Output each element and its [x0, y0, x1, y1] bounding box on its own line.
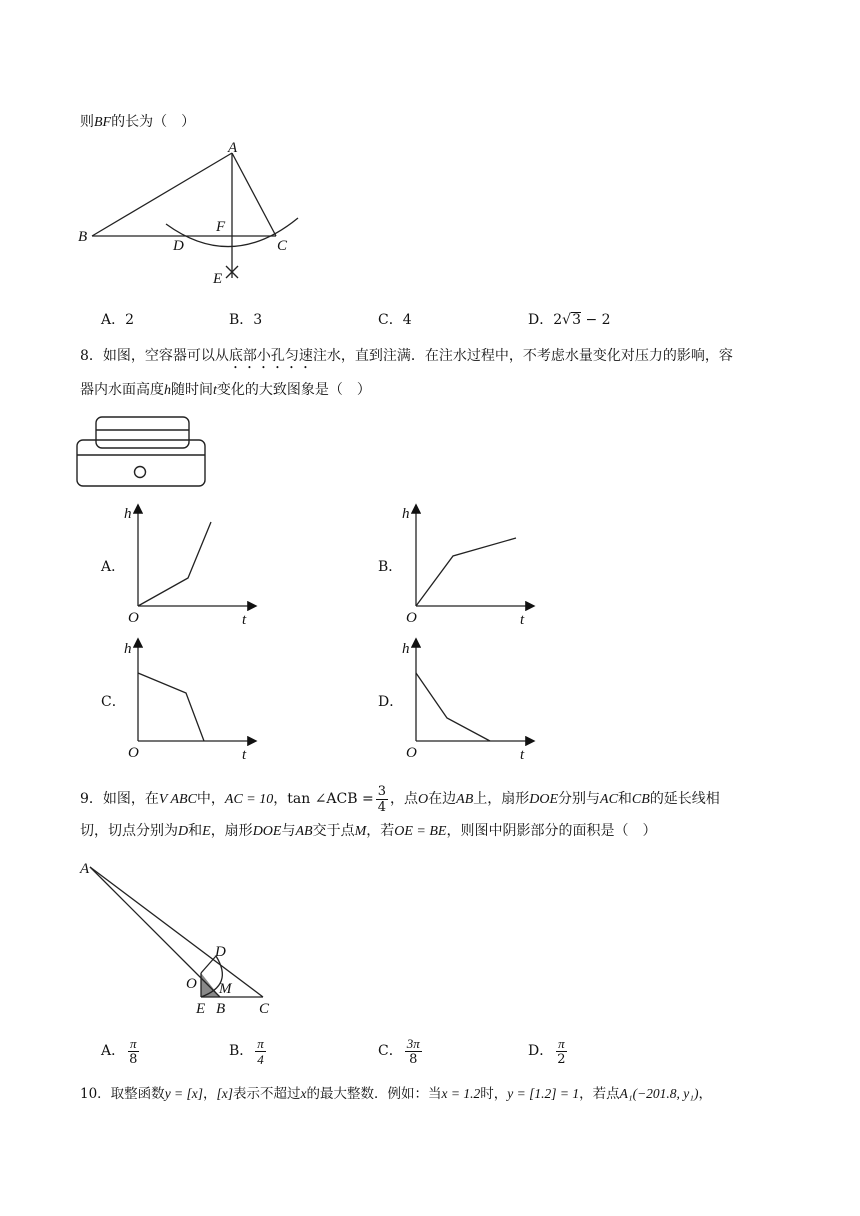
q9-stem-line2: 切，切点分别为D和E，扇形DOE与AB交于点M，若OE = BE，则图中阴影部分的面积是（ ）	[80, 823, 657, 839]
svg-text:t: t	[242, 747, 247, 763]
q8-stem-line2: 器内水面高度h随时间t变化的大致图象是（ ）	[80, 382, 371, 398]
svg-text:t: t	[242, 612, 247, 628]
q8-emphasis-text: 底部小孔匀速	[228, 348, 313, 364]
q8-option-d[interactable]: D．	[378, 694, 404, 710]
line-ac	[90, 867, 263, 997]
q7-stem-text: 则	[80, 114, 94, 130]
q8-graph-b	[398, 500, 548, 630]
q9-option-c[interactable]: C． $\frac{3\pi}{8}$	[378, 1035, 420, 1067]
q7-option-a[interactable]: A．2	[101, 312, 135, 328]
line-ab	[92, 153, 232, 236]
graph-d-curve	[416, 673, 490, 741]
label-a: A	[228, 140, 238, 156]
svg-text:h: h	[402, 506, 410, 522]
q8-option-c[interactable]: C．	[101, 694, 126, 710]
svg-text:E: E	[196, 1001, 206, 1017]
q9-geometry-figure	[74, 855, 284, 1020]
q9-option-a[interactable]: A． $\frac{\pi}{8}$	[101, 1035, 138, 1067]
svg-text:h: h	[124, 506, 132, 522]
svg-text:D: D	[215, 944, 226, 960]
container-top-part	[96, 417, 189, 448]
svg-text:O: O	[128, 745, 139, 761]
svg-text:A: A	[80, 861, 90, 877]
q9-option-d[interactable]: D． $\frac{\pi}{2}$	[528, 1035, 566, 1067]
graph-b-curve	[416, 538, 516, 606]
svg-text:t: t	[520, 612, 525, 628]
q7-stem-var: BF	[94, 115, 112, 130]
svg-text:h: h	[124, 641, 132, 657]
radius-od	[201, 956, 216, 973]
q7-option-d[interactable]: D．2√3 − 2	[528, 312, 611, 328]
svg-text:t: t	[520, 747, 525, 763]
line-ac	[232, 153, 276, 236]
q8-stem-line1: 8．如图，空容器可以从底部小孔匀速注水，直到注满．在注水过程中，不考虑水量变化对压力的影响，容	[80, 348, 733, 364]
q7-stem	[80, 112, 195, 133]
q9-tan-fraction: $\frac{3}{4}$	[377, 783, 387, 815]
svg-text:M: M	[219, 981, 232, 997]
q8-graph-c	[120, 634, 270, 764]
label-e: E	[213, 271, 223, 287]
q8-option-b[interactable]: B．	[378, 559, 403, 575]
container-hole	[135, 467, 146, 478]
svg-text:O: O	[186, 976, 197, 992]
q9-option-b[interactable]: B． $\frac{\pi}{4}$	[229, 1035, 264, 1067]
svg-text:h: h	[402, 641, 410, 657]
graph-a-curve	[138, 522, 211, 606]
q9-stem-line1: 9．如图，在V ABC中，AC = 10，tan ∠ACB = $\frac{3}{4}$ ，点O在边AB上，扇形DOE分别与AC和CB的延长线相	[80, 783, 720, 815]
svg-text:O: O	[406, 745, 417, 761]
label-c: C	[277, 238, 288, 254]
q7-geometry-figure	[70, 135, 320, 290]
q8-graph-d	[398, 634, 548, 764]
q8-container-figure	[74, 412, 210, 490]
svg-text:O: O	[406, 610, 417, 626]
graph-c-curve	[138, 673, 204, 741]
svg-text:B: B	[216, 1001, 226, 1017]
label-b: B	[78, 229, 88, 245]
svg-text:O: O	[128, 610, 139, 626]
svg-text:C: C	[259, 1001, 270, 1017]
q10-stem: 10．取整函数y = [x]，[x]表示不超过x的最大整数．例如：当x = 1.2时，y = [1.2] = 1，若点A₁(−201.8, y₁)，	[80, 1086, 712, 1102]
q8-graph-a	[120, 500, 270, 630]
label-f: F	[216, 219, 226, 235]
q8-option-a[interactable]: A．	[101, 559, 126, 575]
q7-stem-text-end: 的长为（ ）	[111, 114, 196, 130]
q7-option-b[interactable]: B．3	[229, 312, 263, 328]
q7-option-c[interactable]: C．4	[378, 312, 412, 328]
label-d: D	[173, 238, 184, 254]
